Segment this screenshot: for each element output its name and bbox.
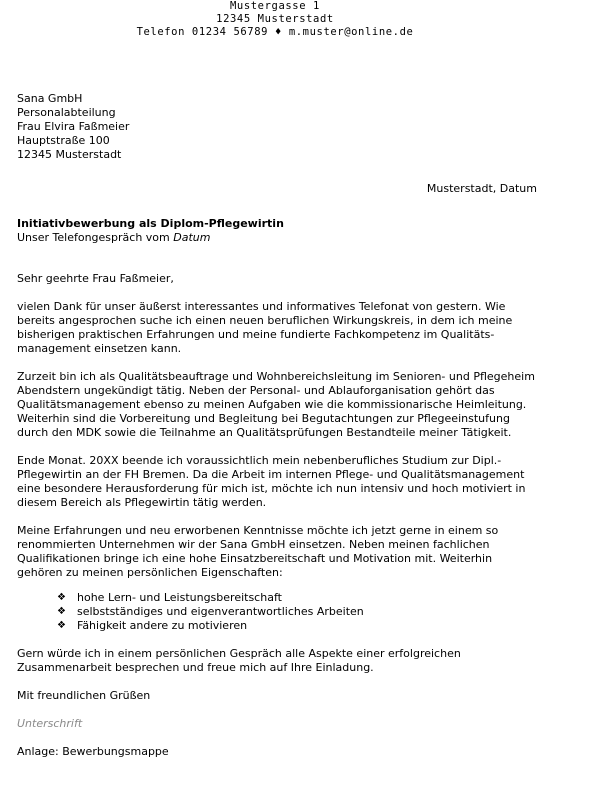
list-item — [57, 605, 537, 619]
list-item — [57, 619, 537, 633]
diamond-bullet-icon: ❖ — [57, 606, 66, 617]
recipient-city: 12345 Musterstadt — [17, 148, 122, 161]
sender-city: 12345 Musterstadt — [216, 13, 334, 25]
subject-reference-date: Datum — [173, 231, 211, 244]
recipient-company: Sana GmbH — [17, 92, 83, 105]
subject-reference — [17, 231, 537, 245]
sender-header — [0, 0, 550, 39]
paragraph-qualities-intro: Meine Erfahrungen und neu erworbenen Kenntnisse möchte ich jetzt gerne in einem so renommierten Unternehmen wir der Sana GmbH einsetzen. Neben meinen fachlichen Qualifikationen bringe ich eine hohe Einsatzbereitschaft und Motivation mit. Weiterhin gehören zu meinen persönlichen Eigenschaften: — [17, 524, 499, 579]
letter-body — [17, 92, 537, 759]
paragraph-studies: Ende Monat. 20XX beende ich voraussichtlich mein nebenberufliches Studium zur Dipl.-Pflegewirtin an der FH Bremen. Da die Arbeit im internen Pflege- und Qualitätsmanagement eine besondere Herausforderung für mich ist, möchte ich nun intensiv und hoch motiviert in diesem Bereich als Pflegewirtin tätig werden. — [17, 454, 526, 509]
paragraph-closing: Gern würde ich in einem persönlichen Gespräch alle Aspekte einer erfolgreichen Zusammenarbeit besprechen und freue mich auf Ihre Einladung. — [17, 647, 461, 674]
date-line: Musterstadt, Datum — [426, 182, 537, 195]
quality-text: selbstständiges und eigenverantwortliches Arbeiten — [77, 605, 364, 618]
recipient-address — [17, 92, 537, 162]
signature-placeholder: Unterschrift — [17, 717, 83, 730]
diamond-bullet-icon: ❖ — [57, 620, 66, 631]
diamond-bullet-icon: ❖ — [57, 592, 66, 603]
sender-street: Mustergasse 1 — [230, 0, 320, 12]
list-item — [57, 591, 537, 605]
subject-block — [17, 217, 537, 245]
closing-formula: Mit freundlichen Grüßen — [17, 689, 151, 702]
subject-reference-prefix: Unser Telefongespräch vom — [17, 231, 174, 244]
recipient-department: Personalabteilung — [17, 106, 116, 119]
quality-text: hohe Lern- und Leistungsbereitschaft — [77, 591, 282, 604]
qualities-list — [57, 591, 537, 633]
salutation: Sehr geehrte Frau Faßmeier, — [17, 272, 174, 285]
sender-contact: Telefon 01234 56789 ♦ m.muster@online.de — [136, 26, 414, 38]
subject-title: Initiativbewerbung als Diplom-Pflegewirtin — [17, 217, 284, 230]
recipient-street: Hauptstraße 100 — [17, 134, 110, 147]
paragraph-current-position: Zurzeit bin ich als Qualitätsbeauftrage und Wohnbereichsleitung im Senioren- und Pflegeheim Abendstern ungekündigt tätig. Neben der Personal- und Ablauforganisation gehört das Qualitätsmanagement ebenso zu meinen Aufgaben wie die kommissionarische Heimleitung. Weiterhin sind die Vorbereitung und Begleitung bei Begutachtungen zur Pflegeeinstufung durch den MDK sowie die Teilnahme an Qualitätsprüfungen Bestandteile meiner Tätigkeit. — [17, 370, 535, 439]
quality-text: Fähigkeit andere zu motivieren — [77, 619, 248, 632]
recipient-name: Frau Elvira Faßmeier — [17, 120, 130, 133]
attachment-line: Anlage: Bewerbungsmappe — [17, 745, 169, 758]
paragraph-intro: vielen Dank für unser äußerst interessantes und informatives Telefonat von gestern. Wie bereits angesprochen suche ich einen neuen beruflichen Wirkungskreis, in dem ich meine bisherigen praktischen Erfahrungen und meine fundierte Fachkompetenz im Qualitätsmanagement einsetzen kann. — [17, 300, 513, 355]
